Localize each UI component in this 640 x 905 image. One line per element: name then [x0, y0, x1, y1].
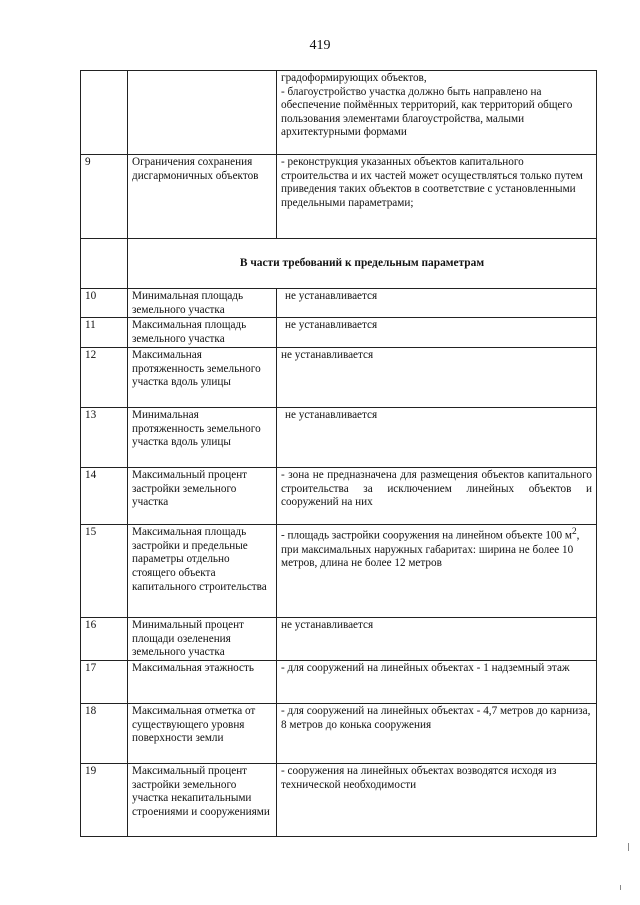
scan-artifact — [628, 843, 629, 851]
row-number-cell: 18 — [81, 703, 128, 763]
row-number-cell: 15 — [81, 525, 128, 618]
table-row — [81, 318, 597, 348]
value-text: - площадь застройки сооружения на линейном объекте 100 м — [281, 529, 572, 542]
row-number-cell: 11 — [81, 318, 128, 348]
row-number-cell: 16 — [81, 618, 128, 661]
row-name-cell: Максимальная протяженность земельного участка вдоль улицы — [128, 348, 277, 408]
table-row — [81, 289, 597, 318]
row-name-cell: Минимальная площадь земельного участка — [128, 289, 277, 318]
row-number-cell: 19 — [81, 763, 128, 836]
row-name-cell: Максимальный процент застройки земельного участка некапитальными строениями и сооружениями — [128, 763, 277, 836]
value-text: , при максимальных наружных габаритах: ширина не более 10 метров, длина не более 12 метров — [281, 529, 580, 570]
row-name-cell — [128, 71, 277, 155]
scan-artifact — [620, 885, 621, 890]
row-name-cell: Максимальная этажность — [128, 660, 277, 703]
superscript: 2 — [572, 527, 577, 538]
row-value-cell: не устанавливается — [277, 289, 597, 318]
table-row — [81, 348, 597, 408]
parameters-table — [80, 70, 597, 837]
row-value-cell: - сооружения на линейных объектах возводятся исходя из технической необходимости — [277, 763, 597, 836]
page-number: 419 — [309, 38, 331, 53]
table-row — [81, 71, 597, 155]
table-row — [81, 468, 597, 525]
row-value-cell: - реконструкция указанных объектов капитального строительства и их частей может осуществляться только путем приведения таких объектов в соответствие с установленными предельными параметрами; — [277, 155, 597, 239]
row-name-cell: Минимальная протяженность земельного участка вдоль улицы — [128, 408, 277, 468]
row-number-cell: 12 — [81, 348, 128, 408]
row-value-cell: не устанавливается — [277, 348, 597, 408]
table-row — [81, 525, 597, 618]
row-value-cell: градоформирующих объектов, - благоустройство участка должно быть направлено на обеспечение поймённых территорий, как территорий общего пользования элементами благоустройства, малыми архитектурными формами — [277, 71, 597, 155]
row-name-cell: Максимальный процент застройки земельного участка — [128, 468, 277, 525]
section-heading-row — [81, 239, 597, 289]
table-row — [81, 660, 597, 703]
row-value-cell: - для сооружений на линейных объектах - 4,7 метров до карниза, 8 метров до конька сооружения — [277, 703, 597, 763]
row-number-cell: 10 — [81, 289, 128, 318]
row-value-cell — [277, 525, 597, 618]
row-name-cell: Ограничения сохранения дисгармоничных объектов — [128, 155, 277, 239]
row-value-cell: не устанавливается — [277, 408, 597, 468]
row-name-cell: Максимальная площадь земельного участка — [128, 318, 277, 348]
table-row — [81, 703, 597, 763]
row-value-cell: - для сооружений на линейных объектах - 1 надземный этаж — [277, 660, 597, 703]
row-name-cell: Максимальная площадь застройки и предельные параметры отдельно стоящего объекта капитального строительства — [128, 525, 277, 618]
table-row — [81, 155, 597, 239]
table-row — [81, 408, 597, 468]
row-number-cell: 14 — [81, 468, 128, 525]
row-number-cell — [81, 71, 128, 155]
row-value-cell: не устанавливается — [277, 318, 597, 348]
section-heading: В части требований к предельным параметрам — [128, 239, 597, 289]
row-number-cell: 13 — [81, 408, 128, 468]
row-value-cell: не устанавливается — [277, 618, 597, 661]
table-row — [81, 763, 597, 836]
row-number-cell: 17 — [81, 660, 128, 703]
row-number-cell — [81, 239, 128, 289]
row-value-cell: - зона не предназначена для размещения объектов капитального строительства за исключением линейных объектов и сооружений на них — [277, 468, 597, 525]
row-name-cell: Минимальный процент площади озеленения земельного участка — [128, 618, 277, 661]
table-row — [81, 618, 597, 661]
row-name-cell: Максимальная отметка от существующего уровня поверхности земли — [128, 703, 277, 763]
row-number-cell: 9 — [81, 155, 128, 239]
